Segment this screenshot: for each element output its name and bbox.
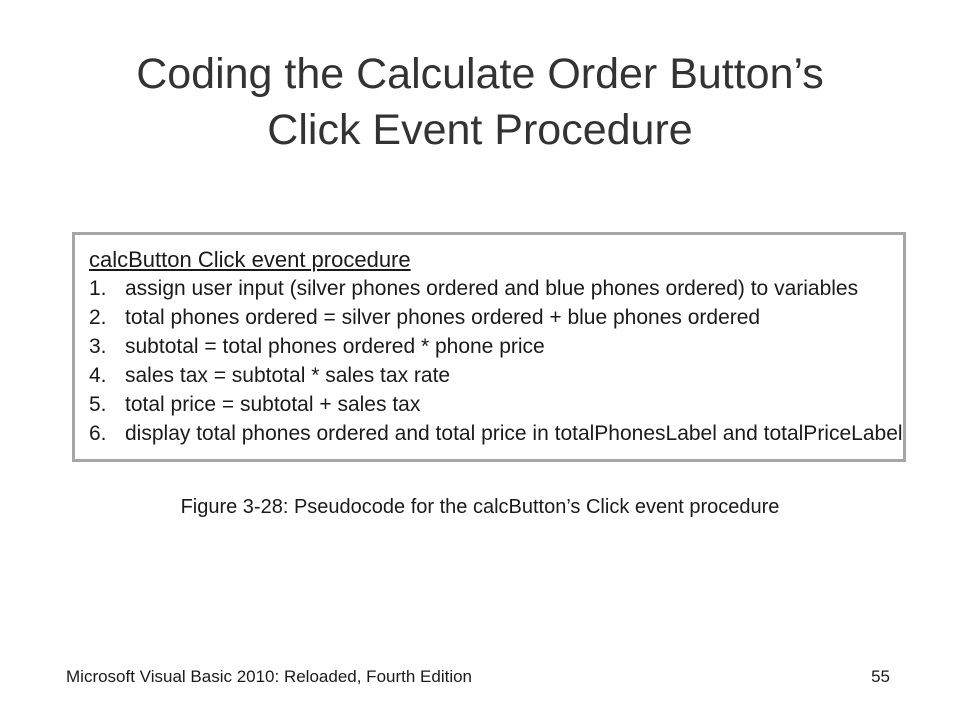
pseudocode-step bbox=[89, 361, 903, 390]
step-text: sales tax = subtotal * sales tax rate bbox=[125, 364, 451, 387]
step-text: assign user input (silver phones ordered and blue phones ordered) to variables bbox=[125, 277, 859, 300]
step-number: 2. bbox=[89, 306, 107, 329]
footer-book-title: Microsoft Visual Basic 2010: Reloaded, Fourth Edition bbox=[66, 667, 473, 686]
pseudocode-step bbox=[89, 274, 903, 303]
slide-title-line-2: Click Event Procedure bbox=[267, 106, 693, 154]
pseudocode-step bbox=[89, 390, 903, 419]
pseudocode-step bbox=[89, 303, 903, 332]
step-number: 4. bbox=[89, 364, 107, 387]
step-number: 3. bbox=[89, 335, 107, 358]
step-text: subtotal = total phones ordered * phone price bbox=[125, 335, 545, 358]
pseudocode-figure bbox=[72, 232, 906, 462]
pseudocode-heading: calcButton Click event procedure bbox=[89, 247, 411, 272]
pseudocode-step bbox=[89, 332, 903, 361]
step-number: 1. bbox=[89, 277, 107, 300]
pseudocode-steps bbox=[89, 274, 903, 448]
step-text: total price = subtotal + sales tax bbox=[125, 393, 421, 416]
slide-title-line-1: Coding the Calculate Order Button’s bbox=[136, 50, 824, 98]
footer-page-number: 55 bbox=[871, 667, 890, 686]
pseudocode-step bbox=[89, 419, 903, 448]
step-number: 6. bbox=[89, 422, 107, 445]
figure-caption: Figure 3-28: Pseudocode for the calcButton’s Click event procedure bbox=[180, 496, 780, 518]
step-text: total phones ordered = silver phones ordered + blue phones ordered bbox=[125, 306, 761, 329]
step-number: 5. bbox=[89, 393, 107, 416]
slide-title bbox=[40, 46, 920, 158]
step-text: display total phones ordered and total price in totalPhonesLabel and totalPriceLabel bbox=[125, 422, 903, 445]
